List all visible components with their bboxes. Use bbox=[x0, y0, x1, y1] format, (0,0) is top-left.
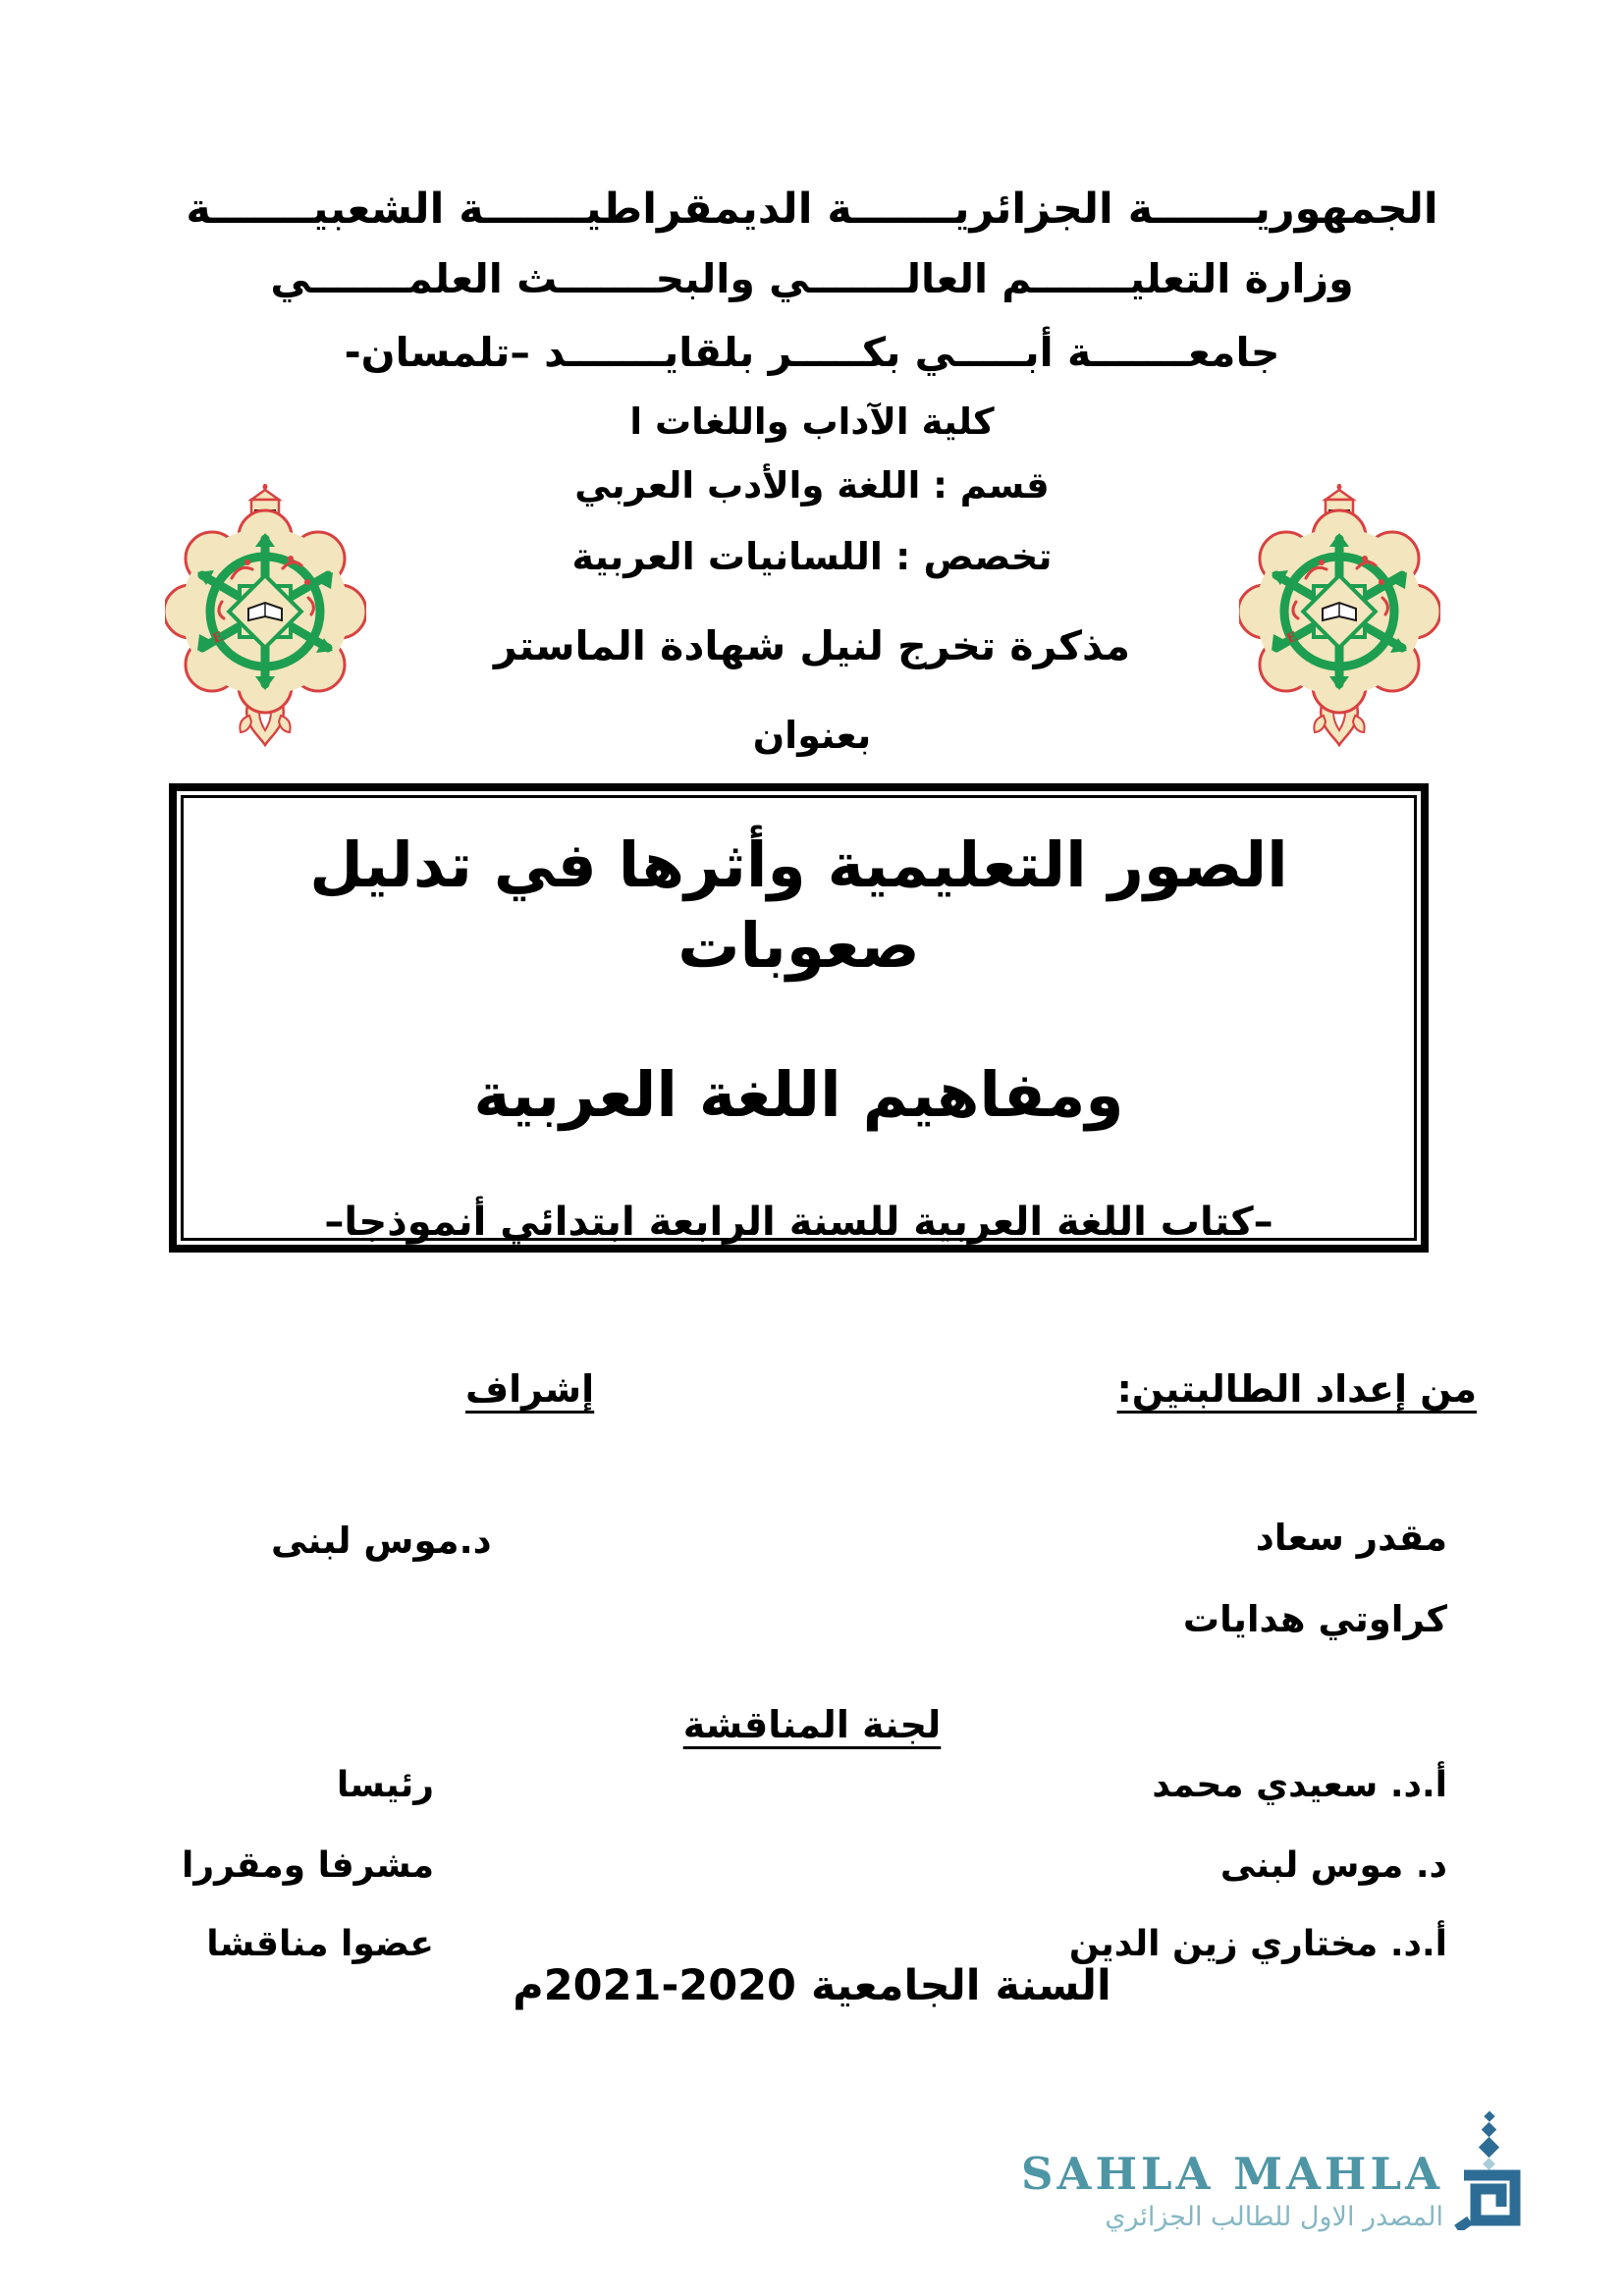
sahla-mahla-tagline: المصدر الاول للطالب الجزائري bbox=[1105, 2202, 1443, 2232]
sahla-mahla-kufic-emblem-icon bbox=[1453, 2110, 1526, 2230]
supervisor-name: د.موس لبنى bbox=[271, 1520, 492, 1562]
student-name-1: مقدر سعاد bbox=[1255, 1517, 1447, 1559]
thesis-subtitle: –كتاب اللغة العربية للسنة الرابعة ابتدائي أنموذجا– bbox=[324, 1199, 1273, 1245]
thesis-title-line2: ومفاهيم اللغة العربية bbox=[473, 1058, 1124, 1131]
committee-member-role: عضوا مناقشا bbox=[206, 1924, 434, 1964]
thesis-title-box-inner bbox=[181, 795, 1417, 1245]
header-faculty: كلية الآداب واللغات ا bbox=[629, 400, 995, 443]
sahla-mahla-text-block bbox=[1021, 2110, 1443, 2233]
header-department: قسم : اللغة والأدب العربي bbox=[574, 464, 1050, 507]
committee-member-role: رئيسا bbox=[336, 1765, 434, 1805]
university-tlemcen-logo-left-icon bbox=[165, 481, 366, 748]
supervision-heading: إشراف bbox=[465, 1367, 595, 1411]
thesis-title-box bbox=[169, 783, 1429, 1253]
header-specialty: تخصص : اللسانيات العربية bbox=[571, 535, 1053, 578]
header-ministry: وزارة التعليـــــــم العالـــــــي والبحـــــــث العلمـــــــي bbox=[270, 255, 1354, 302]
header-memoir-type: مذكرة تخرج لنيل شهادة الماستر bbox=[493, 622, 1131, 669]
thesis-title-line1: الصور التعليمية وأثرها في تدليل صعوبات bbox=[309, 829, 1288, 982]
committee-member-name: أ.د. سعيدي محمد bbox=[1152, 1765, 1447, 1805]
header-university: جامعـــــــة أبـــــي بكـــــر بلقايـــــــد –تلمسان- bbox=[344, 329, 1280, 376]
sahla-mahla-brand: SAHLA MAHLA bbox=[1021, 2148, 1443, 2200]
committee-member-role: مشرفا ومقررا bbox=[182, 1845, 434, 1886]
header-republic: الجمهوريـــــــة الجزائريـــــــة الديمقراطيـــــــة الشعبيـــــــة bbox=[186, 185, 1438, 234]
student-name-2: كراوتي هدايات bbox=[1182, 1598, 1447, 1640]
academic-year: السنة الجامعية 2020-2021م bbox=[513, 1961, 1111, 2010]
header-entitled: بعنوان bbox=[752, 714, 872, 757]
sahla-mahla-watermark bbox=[1021, 2110, 1526, 2233]
committee-member-name: أ.د. مختاري زين الدين bbox=[1068, 1924, 1447, 1964]
students-heading: من إعداد الطالبتين: bbox=[1116, 1367, 1477, 1411]
committee-member-name: د. موس لبنى bbox=[1219, 1845, 1447, 1886]
university-tlemcen-logo-right-icon bbox=[1239, 481, 1440, 748]
committee-heading: لجنة المناقشة bbox=[682, 1703, 942, 1746]
